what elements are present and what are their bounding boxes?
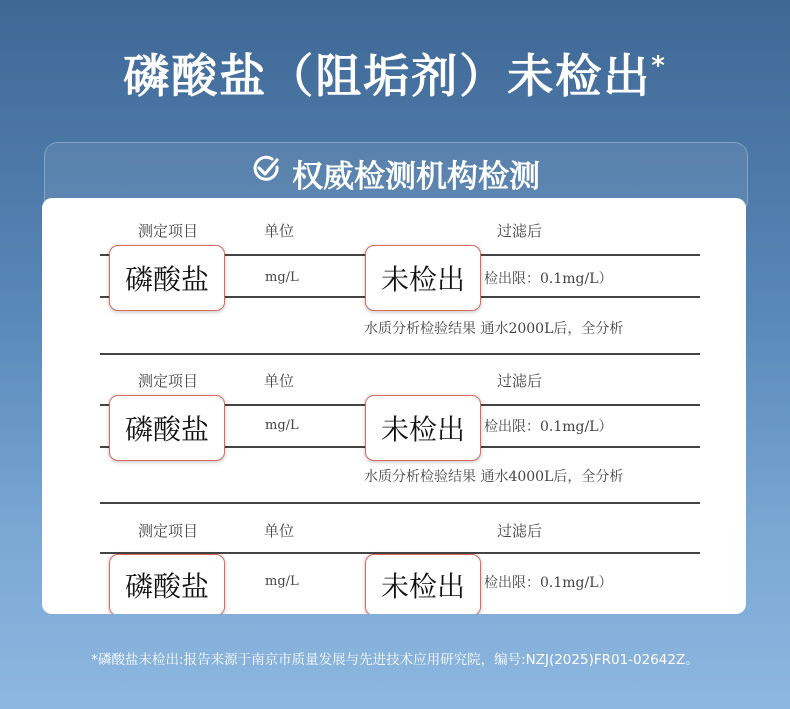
title-asterisk: *: [651, 51, 667, 81]
banner-text: 权威检测机构检测: [292, 158, 540, 195]
item-tag: 磷酸盐: [109, 395, 225, 461]
col-header-after: 过滤后: [497, 222, 543, 240]
col-header-after: 过滤后: [497, 372, 543, 390]
report-card: [42, 198, 746, 614]
check-circle-icon: [250, 153, 282, 193]
detection-limit: 检出限：0.1mg/L）: [484, 575, 613, 591]
col-header-item: 测定项目: [138, 522, 199, 540]
col-header-item: 测定项目: [138, 372, 199, 390]
col-header-unit: 单位: [264, 372, 295, 390]
footnote: *磷酸盐未检出:报告来源于南京市质量发展与先进技术应用研究院，编号:NZJ(2025)FR01-02642Z。: [91, 652, 699, 668]
unit-value: mg/L: [265, 270, 299, 285]
report-table: [42, 198, 746, 358]
page-title: [0, 40, 790, 106]
unit-value: mg/L: [265, 574, 299, 589]
unit-value: mg/L: [265, 418, 299, 433]
col-header-after: 过滤后: [497, 522, 543, 540]
report-table: [42, 506, 746, 614]
result-tag: 未检出: [365, 395, 481, 461]
detection-limit: 检出限：0.1mg/L）: [484, 271, 613, 287]
report-table: [42, 356, 746, 506]
result-tag: 未检出: [365, 554, 481, 614]
col-header-unit: 单位: [264, 522, 295, 540]
item-tag: 磷酸盐: [109, 245, 225, 311]
result-note: 水质分析检验结果 通水4000L后，全分析: [364, 469, 624, 485]
title-text: 磷酸盐（阻垢剂）未检出: [123, 49, 652, 103]
table-rule: [100, 502, 700, 504]
banner: [0, 150, 790, 196]
item-tag: 磷酸盐: [109, 554, 225, 614]
col-header-unit: 单位: [264, 222, 295, 240]
result-note: 水质分析检验结果 通水2000L后，全分析: [364, 321, 624, 337]
table-rule: [100, 353, 700, 355]
col-header-item: 测定项目: [138, 222, 199, 240]
detection-limit: 检出限：0.1mg/L）: [484, 419, 613, 435]
result-tag: 未检出: [365, 245, 481, 311]
